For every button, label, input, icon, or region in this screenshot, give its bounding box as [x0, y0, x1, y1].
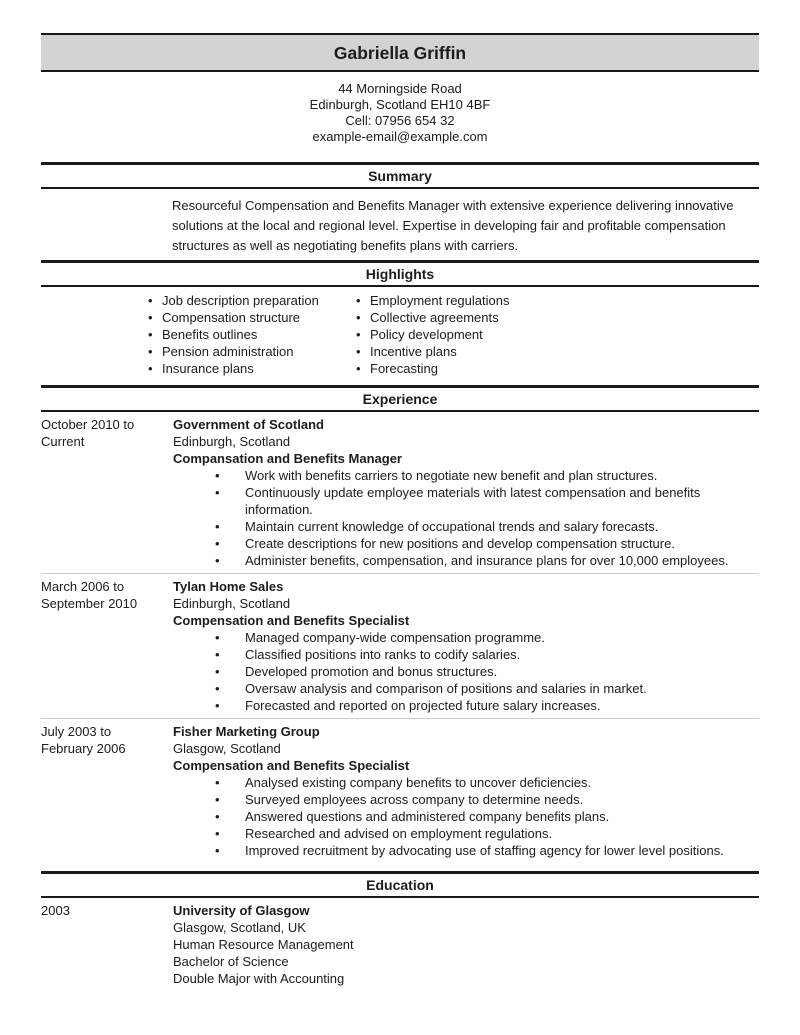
highlight-item: • Pension administration: [147, 343, 355, 360]
job-title: Compansation and Benefits Manager: [173, 451, 402, 466]
highlight-item: • Employment regulations: [355, 292, 509, 309]
name-banner: [41, 33, 759, 72]
contact-block: [41, 81, 759, 145]
job-bullet: • Answered questions and administered company benefits plans.: [245, 808, 759, 825]
highlight-item: • Compensation structure: [147, 309, 355, 326]
job-main: [173, 723, 759, 859]
job-bullet: • Surveyed employees across company to determine needs.: [245, 791, 759, 808]
education-main: [173, 902, 759, 987]
education-year: 2003: [41, 903, 70, 918]
education-school: University of Glasgow: [173, 903, 310, 918]
job-date-line: March 2006 to: [41, 579, 125, 594]
job-bullet-list: [173, 629, 759, 714]
contact-address: 44 Morningside Road: [338, 81, 462, 96]
job-bullet: • Administer benefits, compensation, and insurance plans for over 10,000 employees.: [245, 552, 759, 569]
resume-page: [0, 33, 800, 987]
contact-phone: Cell: 07956 654 32: [345, 113, 455, 128]
contact-email: example-email@example.com: [312, 129, 488, 144]
highlights-section-header: [41, 260, 759, 287]
job-company: Government of Scotland: [173, 417, 324, 432]
job-main: [173, 578, 759, 714]
experience-entry: [41, 718, 759, 863]
job-bullet: • Analysed existing company benefits to uncover deficiencies.: [245, 774, 759, 791]
education-detail-line: Double Major with Accounting: [173, 971, 345, 986]
job-date-line: February 2006: [41, 741, 126, 756]
education-details: [173, 919, 759, 987]
person-name: Gabriella Griffin: [333, 43, 467, 63]
job-bullet: • Classified positions into ranks to codify salaries.: [245, 646, 759, 663]
job-title: Compensation and Benefits Specialist: [173, 613, 410, 628]
job-dates: [41, 578, 173, 714]
job-bullet: • Create descriptions for new positions and develop compensation structure.: [245, 535, 759, 552]
job-date-line: Current: [41, 434, 85, 449]
job-date-line: September 2010: [41, 596, 138, 611]
highlight-item: • Insurance plans: [147, 360, 355, 377]
experience-entry: [41, 573, 759, 718]
education-detail-line: Bachelor of Science: [173, 954, 289, 969]
highlight-item: • Benefits outlines: [147, 326, 355, 343]
highlight-item: • Incentive plans: [355, 343, 509, 360]
contact-city: Edinburgh, Scotland EH10 4BF: [309, 97, 491, 112]
job-bullet-list: [173, 467, 759, 569]
highlights-left-list: [147, 292, 355, 377]
job-bullet: • Maintain current knowledge of occupational trends and salary forecasts.: [245, 518, 759, 535]
summary-section-header: [41, 162, 759, 189]
job-location: Edinburgh, Scotland: [173, 596, 291, 611]
highlight-item: • Forecasting: [355, 360, 509, 377]
job-bullet: • Oversaw analysis and comparison of positions and salaries in market.: [245, 680, 759, 697]
education-detail-line: Glasgow, Scotland, UK: [173, 920, 306, 935]
education-detail-line: Human Resource Management: [173, 937, 354, 952]
experience-section-header: [41, 385, 759, 412]
job-main: [173, 416, 759, 569]
job-date-line: October 2010 to: [41, 417, 135, 432]
job-bullet: • Researched and advised on employment regulations.: [245, 825, 759, 842]
job-dates: [41, 416, 173, 569]
job-dates: [41, 723, 173, 859]
education-heading: Education: [366, 877, 434, 893]
highlight-item: • Policy development: [355, 326, 509, 343]
job-location: Edinburgh, Scotland: [173, 434, 291, 449]
education-section-header: [41, 871, 759, 898]
job-bullet: • Forecasted and reported on projected future salary increases.: [245, 697, 759, 714]
job-location: Glasgow, Scotland: [173, 741, 281, 756]
highlights-heading: Highlights: [365, 266, 435, 282]
job-bullet: • Developed promotion and bonus structures.: [245, 663, 759, 680]
summary-heading: Summary: [368, 168, 432, 184]
job-bullet: • Continuously update employee materials with latest compensation and benefits information.: [245, 484, 759, 518]
job-company: Fisher Marketing Group: [173, 724, 320, 739]
highlight-item: • Job description preparation: [147, 292, 355, 309]
experience-entries: [41, 412, 759, 863]
job-bullet: • Managed company-wide compensation programme.: [245, 629, 759, 646]
experience-entry: [41, 412, 759, 573]
highlight-item: • Collective agreements: [355, 309, 509, 326]
highlights-right-list: [355, 292, 509, 377]
job-date-line: July 2003 to: [41, 724, 112, 739]
job-company: Tylan Home Sales: [173, 579, 284, 594]
job-bullet-list: [173, 774, 759, 859]
job-title: Compensation and Benefits Specialist: [173, 758, 410, 773]
job-bullet: • Improved recruitment by advocating use of staffing agency for lower level positions.: [245, 842, 759, 859]
education-entry: [41, 902, 759, 987]
job-bullet: • Work with benefits carriers to negotiate new benefit and plan structures.: [245, 467, 759, 484]
highlights-columns: [147, 292, 759, 377]
summary-text: Resourceful Compensation and Benefits Manager with extensive experience delivering innovative solutions at the local and regional level. Expertise in developing fair and profitable compensation structures as well as negotiating benefits plans with carriers.: [172, 198, 734, 253]
experience-heading: Experience: [362, 391, 438, 407]
